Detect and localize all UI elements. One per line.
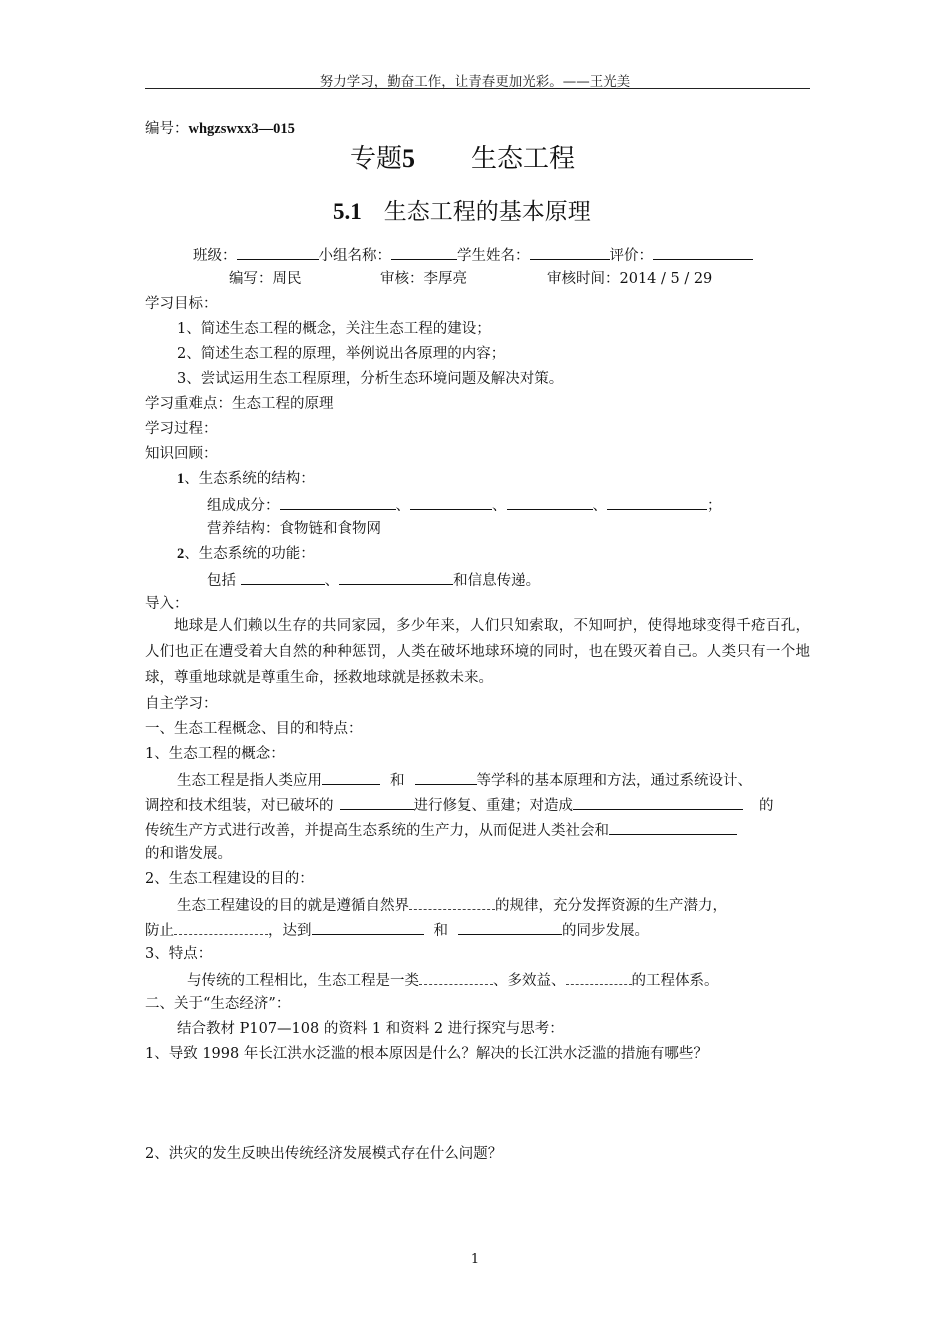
component-field-4[interactable] [607,494,707,510]
feature-heading: 3、特点： [145,946,213,962]
group-label: 小组名称： [318,248,391,264]
student-label: 学生姓名： [457,248,530,264]
concept-field-5[interactable] [609,819,737,835]
purpose-field-4[interactable] [458,919,562,935]
text: 的工程体系。 [631,973,719,989]
text: 的同步发展。 [562,923,649,939]
sep: 、 [492,498,507,514]
text: 生态工程是指人类应用 [177,773,322,789]
goal-item-2: 2、简述生态工程的原理，举例说出各原理的内容； [177,346,506,362]
title-prefix: 专题 [350,144,403,174]
component-field-2[interactable] [410,494,492,510]
concept-line-3 [145,819,737,841]
reviewer-info: 审核：李厚亮 [380,271,467,287]
section-2-heading: 二、关于“生态经济”： [145,996,291,1012]
purpose-line-1 [177,894,727,916]
sep: 、 [592,498,607,514]
question-1: 1、导致 1998 年长江洪水泛滥的根本原因是什么？解决的长江洪水泛滥的措施有哪些？ [145,1046,708,1062]
function-tail: 和信息传递。 [453,573,541,589]
text: 的 [759,798,774,814]
text: 防止 [145,923,174,939]
text: 、多效益、 [493,973,566,989]
review-heading: 知识回顾： [145,446,218,462]
review-time: 审核时间：2014 / 5 / 29 [547,271,713,287]
concept-field-1[interactable] [322,769,380,785]
concept-line-4: 的和谐发展。 [145,846,232,862]
review-item-2-text: 、生态系统的功能： [184,546,315,562]
self-study-heading: 自主学习： [145,696,218,712]
purpose-field-3[interactable] [312,919,424,935]
text: ，达到 [268,923,312,939]
doc-number [145,119,295,139]
key-points: 学习重难点：生态工程的原理 [145,396,334,412]
class-label: 班级： [193,248,237,264]
sep: 、 [324,573,340,589]
section-1-heading: 一、生态工程概念、目的和特点： [145,721,363,737]
feature-line [187,969,719,991]
goals-heading: 学习目标： [145,296,218,312]
text: 等学科的基本原理和方法，通过系统设计、 [476,773,752,789]
text: 生态工程建设的目的就是遵循自然界 [177,898,409,914]
purpose-line-2 [145,919,649,941]
section-2-intro: 结合教材 P107—108 的资料 1 和资料 2 进行探究与思考： [177,1021,564,1037]
purpose-field-1[interactable] [409,894,495,910]
page-subtitle [333,193,591,226]
purpose-heading: 2、生态工程建设的目的： [145,871,314,887]
process-heading: 学习过程： [145,421,218,437]
function-label: 包括 [207,573,236,589]
goal-item-3: 3、尝试运用生态工程原理，分析生态环境问题及解决对策。 [177,371,564,387]
text: 的规律，充分发挥资源的生产潜力， [495,898,727,914]
text: 与传统的工程相比，生态工程是一类 [187,973,419,989]
concept-field-4[interactable] [573,794,743,810]
doc-number-label: 编号： [145,121,189,137]
text: 传统生产方式进行改善，并提高生态系统的生产力，从而促进人类社会和 [145,823,609,839]
function-field-2[interactable] [339,569,453,585]
editor-info: 编写：周民 [229,271,302,287]
class-field[interactable] [237,244,319,260]
review-item-1-num: 1 [177,471,185,487]
nutrition-structure: 营养结构：食物链和食物网 [207,521,381,537]
review-item-1 [177,469,315,489]
purpose-field-2[interactable] [174,919,268,935]
review-item-2 [177,544,315,564]
component-field-3[interactable] [507,494,593,510]
feature-field-1[interactable] [419,969,493,985]
concept-line-1 [177,769,752,791]
concept-field-2[interactable] [415,769,477,785]
components-label: 组成成分： [207,498,280,514]
component-field-1[interactable] [280,494,396,510]
eval-label: 评价： [609,248,653,264]
header-rule [145,88,810,89]
concept-line-2 [145,794,774,816]
subtitle-text: 生态工程的基本原理 [383,199,591,225]
intro-paragraph: 地球是人们赖以生存的共同家园，多少年来，人们只知索取，不知呵护，使得地球变得千疮百孔，人们也正在遭受着大自然的种种惩罚，人类在破坏地球环境的同时，也在毁灭着自己。人类只有一个地球，尊重地球就是尊重生命，拯救地球就是拯救未来。 [145,618,810,686]
eval-field[interactable] [653,244,753,260]
title-number: 5 [402,144,416,173]
text: 调控和技术组装，对已破坏的 [145,798,334,814]
function-line [207,569,540,591]
title-text: 生态工程 [471,144,576,174]
doc-number-value: whgzswxx3—015 [188,121,295,137]
subtitle-number: 5.1 [333,199,362,224]
intro-heading: 导入： [145,596,189,612]
components-line [207,494,722,516]
header-motto: 努力学习，勤奋工作，让青春更加光彩。——王光美 [319,74,631,90]
function-field-1[interactable] [241,569,325,585]
question-2: 2、洪灾的发生反映出传统经济发展模式存在什么问题？ [145,1146,503,1162]
page-title [350,138,575,175]
text: 和 [433,923,448,939]
group-field[interactable] [391,244,457,260]
review-item-2-num: 2 [177,546,185,562]
review-item-1-text: 、生态系统的结构： [184,471,315,487]
page-number: 1 [470,1252,480,1267]
end-mark: ； [707,498,722,514]
goal-item-1: 1、简述生态工程的概念，关注生态工程的建设； [177,321,491,337]
feature-field-2[interactable] [566,969,632,985]
info-fields [193,244,753,266]
concept-field-3[interactable] [340,794,414,810]
text: 和 [390,773,405,789]
student-field[interactable] [530,244,610,260]
sep: 、 [395,498,410,514]
concept-heading: 1、生态工程的概念： [145,746,285,762]
text: 进行修复、重建；对造成 [413,798,573,814]
